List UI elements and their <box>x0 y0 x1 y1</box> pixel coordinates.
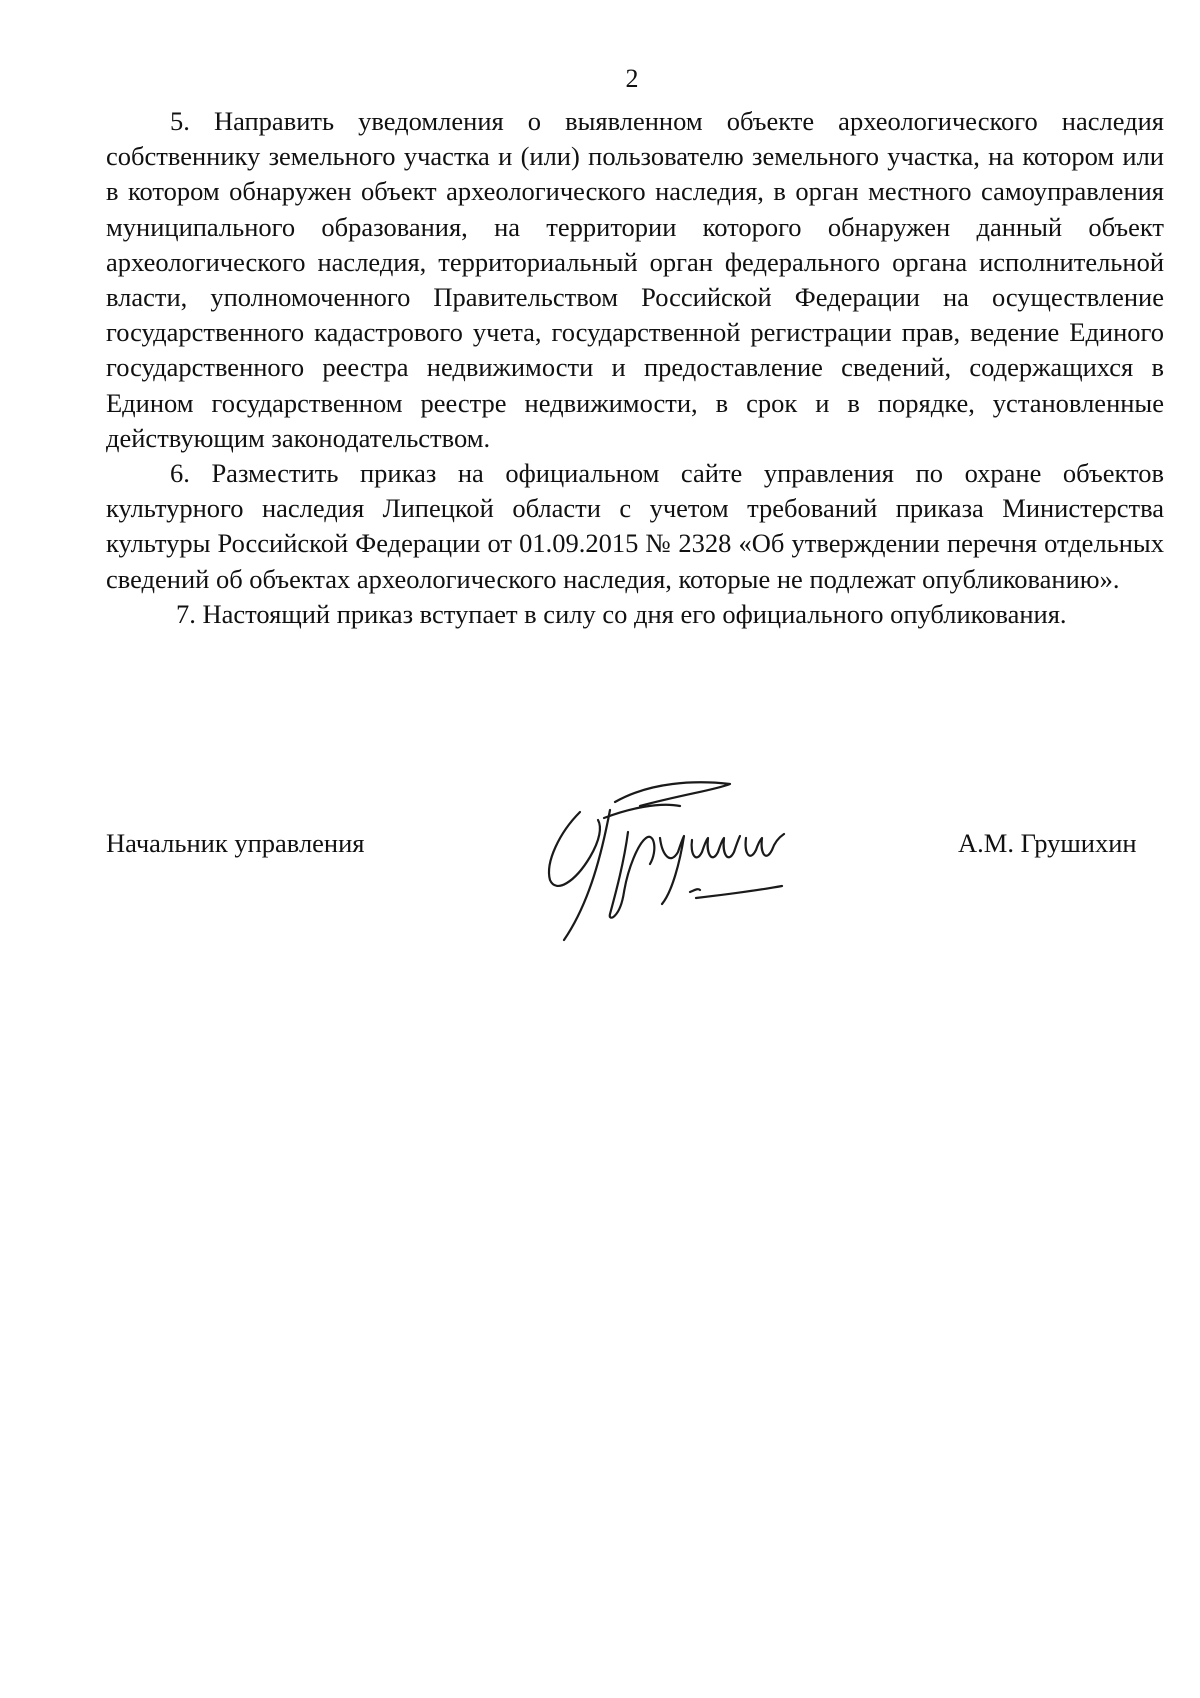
signatory-name: А.М. Грушихин <box>958 828 1137 858</box>
paragraph-6: 6. Разместить приказ на официальном сайте управления по охране объектов культурного наследия Липецкой области с учетом требований приказа Министерства культуры Российской Федерации от 01.09.2015 № 2328 «Об утверждении перечня отдельных сведений об объектах археологического наследия, которые не подлежат опубликованию». <box>106 458 1164 594</box>
page-number: 2 <box>625 64 639 93</box>
paragraph-7: 7. Настоящий приказ вступает в силу со дня его официального опубликования. <box>176 598 1067 629</box>
signatory-position: Начальник управления <box>106 828 365 858</box>
paragraph-5: 5. Направить уведомления о выявленном объекте археологического наследия собственнику земельного участка и (или) пользователю земельного участка, на котором или в котором обнаружен объект археологического наследия, в орган местного самоуправления муниципального образования, на территории которого обнаружен данный объект археологического наследия, территориальный орган федерального органа исполнительной власти, уполномоченного Правительством Российской Федерации на осуществление государственного кадастрового учета, государственной регистрации прав, ведение Единого государственного реестра недвижимости и предоставление сведений, содержащихся в Едином государственном реестре недвижимости, в срок и в порядке, установленные действующим законодательством. <box>106 106 1164 453</box>
handwritten-signature-icon <box>520 772 820 952</box>
